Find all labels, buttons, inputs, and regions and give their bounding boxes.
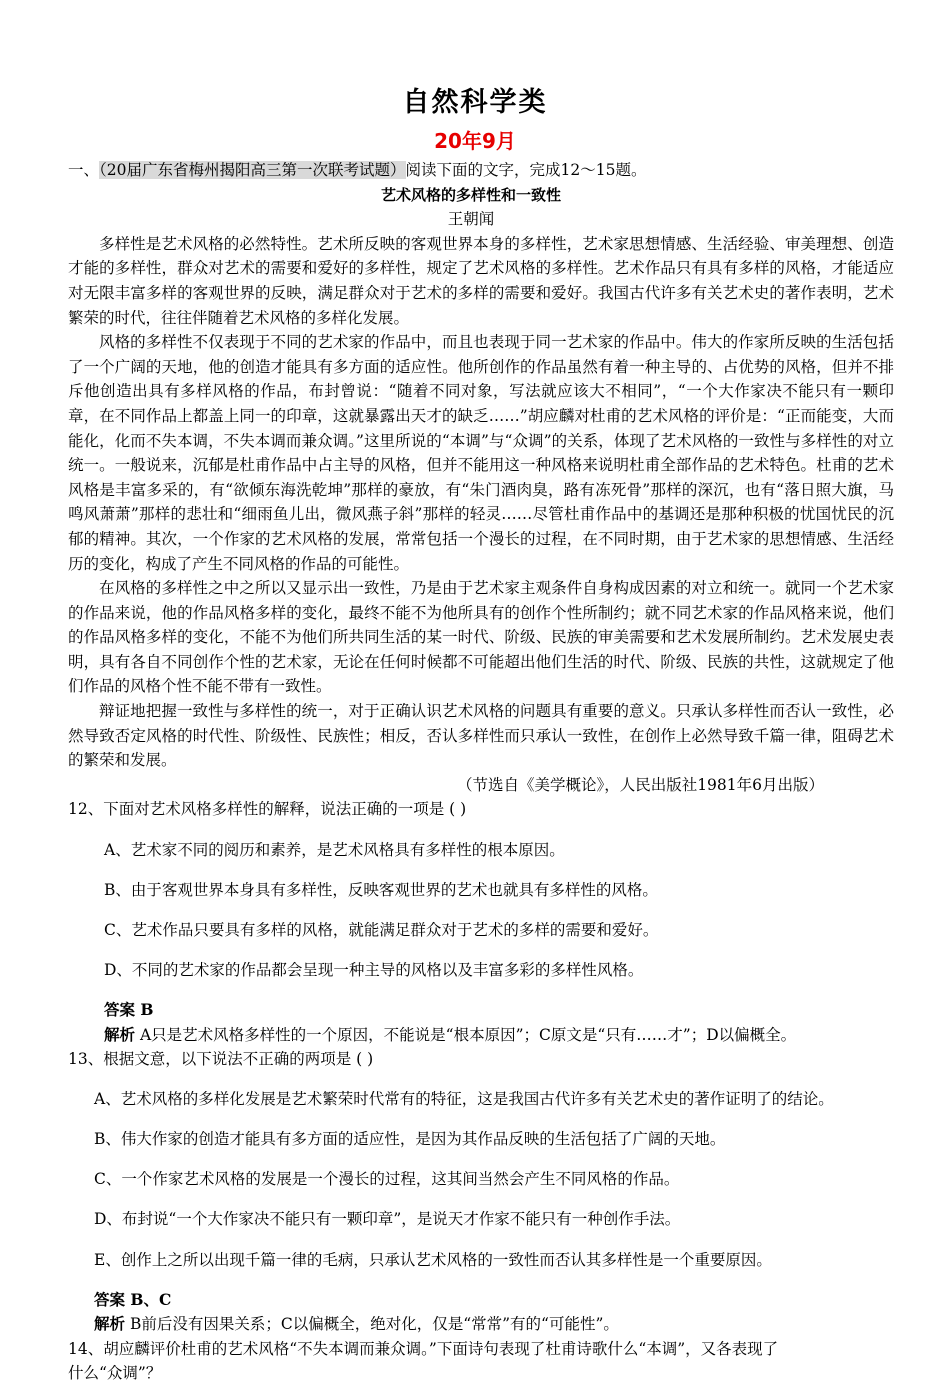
article-author: 王朝闻: [447, 210, 495, 229]
question-13-option-b: B、伟大作家的创造才能具有多方面的适应性，是因为其作品反映的生活包括了广阔的天地。: [94, 1130, 726, 1149]
question-14-stem-line2: 什么“众调”？: [68, 1364, 162, 1383]
question-13-answer: [68, 1288, 894, 1313]
article-paragraph: 辩证地把握一致性与多样性的统一，对于正确认识艺术风格的问题具有重要的意义。只承认多样性而否认一致性，必然导致否定风格的时代性、阶级性、民族性；相反，否认多样性而只承认一致性，在创作上必然导致千篇一律，阻碍艺术的繁荣和发展。: [68, 702, 894, 770]
question-13-analysis: [68, 1312, 894, 1337]
source-tag: （20届广东省梅州揭阳高三第一次联考试题）: [99, 161, 406, 179]
question-12-option-b: B、由于客观世界本身具有多样性，反映客观世界的艺术也就具有多样性的风格。: [104, 880, 658, 899]
analysis-text: A只是艺术风格多样性的一个原因，不能说是“根本原因”；C原文是“只有……才”；D以偏概全。: [139, 1025, 797, 1044]
question-12-stem: 12、下面对艺术风格多样性的解释，说法正确的一项是 ( ): [68, 800, 467, 819]
article-paragraph: 多样性是艺术风格的必然特性。艺术所反映的客观世界本身的多样性，艺术家思想情感、生活经验、审美理想、创造才能的多样性，群众对艺术的需要和爱好的多样性，规定了艺术风格的多样性。艺术作品只有具有多样的风格，才能适应对无限丰富多样的客观世界的反映，满足群众对于艺术的多样的需要和爱好。我国古代许多有关艺术史的著作表明，艺术繁荣的时代，往往伴随着艺术风格的多样化发展。: [68, 234, 894, 327]
question-12-option-d: D、不同的艺术家的作品都会呈现一种主导的风格以及丰富多彩的多样性风格。: [104, 960, 644, 979]
article-title: 艺术风格的多样性和一致性: [380, 185, 561, 204]
article-source: （节选自《美学概论》，人民出版社1981年6月出版）: [456, 775, 824, 794]
section-instruction: 阅读下面的文字，完成12～15题。: [405, 161, 647, 179]
analysis-label: 解析: [104, 1024, 136, 1044]
article-paragraph: 在风格的多样性之中之所以又显示出一致性，乃是由于艺术家主观条件自身构成因素的对立和统一。就同一个艺术家的作品来说，他的作品风格多样的变化，最终不能不为他所具有的创作个性所制约；就不同艺术家的作品风格来说，他们的作品风格多样的变化，不能不为他们所共同生活的某一时代、阶级、民族的审美需要和艺术发展所制约。艺术发展史表明，具有各自不同创作个性的艺术家，无论在任何时候都不可能超出他们生活的时代、阶级、民族的共性，这就规定了他们作品的风格个性不能不带有一致性。: [68, 579, 894, 696]
document-title: 自然科学类: [402, 87, 548, 118]
question-14-stem-line1: 14、胡应麟评价杜甫的艺术风格“不失本调而兼众调。”下面诗句表现了杜甫诗歌什么“本调”，又各表现了: [68, 1339, 779, 1358]
answer-label: 答案: [104, 999, 136, 1019]
answer-value: B: [140, 999, 154, 1019]
section-header: [68, 158, 894, 183]
question-13-option-d: D、布封说“一个大作家决不能只有一颗印章”，是说天才作家不能只有一种创作手法。: [94, 1210, 681, 1229]
analysis-label: 解析: [94, 1314, 126, 1334]
answer-label: 答案: [94, 1289, 126, 1309]
question-13-option-e: E、创作上之所以出现千篇一律的毛病，只承认艺术风格的一致性而否认其多样性是一个重要原因。: [94, 1250, 772, 1269]
answer-value: B、C: [130, 1289, 172, 1309]
analysis-text: B前后没有因果关系；C以偏概全，绝对化，仅是“常常”有的“可能性”。: [129, 1315, 619, 1334]
question-12-option-c: C、艺术作品只要具有多样的风格，就能满足群众对于艺术的多样的需要和爱好。: [104, 920, 659, 939]
document-body: [68, 158, 894, 1386]
question-12-answer: [68, 998, 894, 1023]
question-13-stem: 13、根据文意，以下说法不正确的两项是 ( ): [68, 1050, 374, 1069]
article-paragraph: 风格的多样性不仅表现于不同的艺术家的作品中，而且也表现于同一艺术家的作品中。伟大的作家所反映的生活包括了一个广阔的天地，他的创造才能具有多方面的适应性。他所创作的作品虽然有着一种主导的、占优势的风格，但并不排斥他创造出具有多样风格的作品，布封曾说：“随着不同对象，写法就应该大不相同”，“一个大作家决不能只有一颗印章，在不同作品上都盖上同一的印章，这就暴露出天才的缺乏……”胡应麟对杜甫的艺术风格的评价是：“正而能变，大而能化，化而不失本调，不失本调而兼众调。”这里所说的“本调”与“众调”的关系，体现了艺术风格的一致性与多样性的对立统一。一般说来，沉郁是杜甫作品中占主导的风格，但并不能用这一种风格来说明杜甫全部作品的艺术特色。杜甫的艺术风格是丰富多采的，有“欲倾东海洗乾坤”那样的豪放，有“朱门酒肉臭，路有冻死骨”那样的深沉，也有“落日照大旗，马鸣风萧萧”那样的悲壮和“细雨鱼儿出，微风燕子斜”那样的轻灵……尽管杜甫作品中的基调还是那种积极的忧国忧民的沉郁的精神。其次，一个作家的艺术风格的发展，常常包括一个漫长的过程，在不同时期，由于艺术家的思想情感、生活经历的变化，构成了产生不同风格的作品的可能性。: [68, 333, 894, 573]
document-date: 20年9月: [434, 129, 516, 153]
question-13-option-c: C、一个作家艺术风格的发展是一个漫长的过程，这其间当然会产生不同风格的作品。: [94, 1170, 680, 1189]
section-number: 一、: [68, 161, 100, 179]
question-12-analysis: [68, 1023, 894, 1048]
question-13-option-a: A、艺术风格的多样化发展是艺术繁荣时代常有的特征，这是我国古代许多有关艺术史的著作证明了的结论。: [94, 1090, 834, 1109]
question-12-option-a: A、艺术家不同的阅历和素养，是艺术风格具有多样性的根本原因。: [104, 840, 565, 859]
